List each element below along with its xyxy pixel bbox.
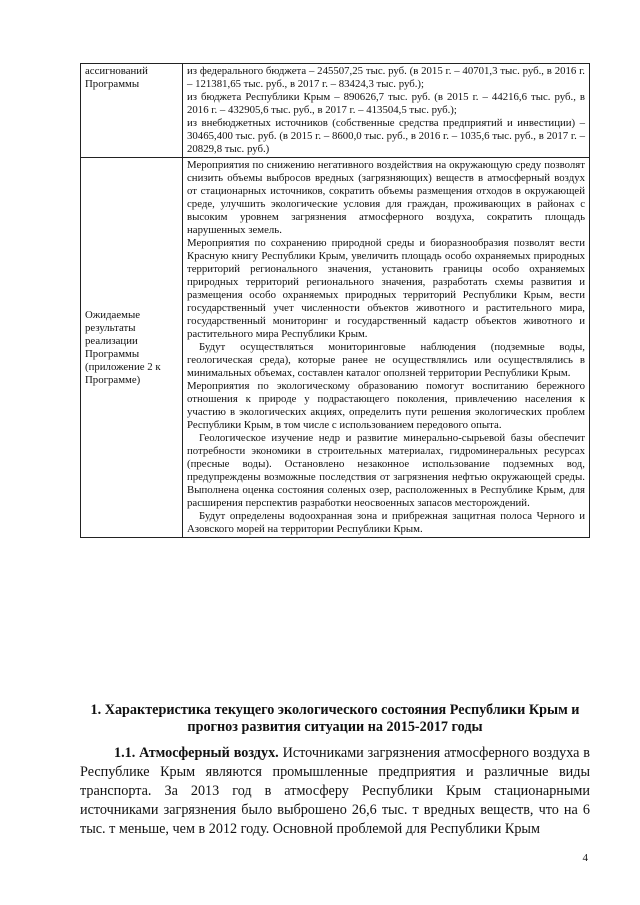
page-number: 4 <box>582 852 588 864</box>
result-paragraph: Мероприятия по снижению негативного воздействия на окружающую среду позволят снизить объемы выбросов вредных (загрязняющих) веществ в атмосферный воздух от стационарных источников, сократить объемы размещения отходов в окружающей среде, улучшить экологические условия для граждан, проживающих в районах с высоким уровнем загрязнения атмосферного воздуха, сократить площадь нарушенных земель. <box>187 159 585 236</box>
row-content <box>183 158 590 538</box>
result-paragraph: Мероприятия по сохранению природной среды и биоразнообразия позволят вести Красную книгу Республики Крым, увеличить площадь особо охраняемых природных территорий регионального значения, установить границы особо охраняемых природных территорий регионального значения, разработать схемы развития и размещения особо охраняемых природных территорий Республики Крым, вести государственный учет численности объектов животного и растительного мира, государственный мониторинг и государственный кадастр объектов животного и растительного мира Республики Крым. <box>187 237 585 340</box>
row-content <box>183 64 590 158</box>
result-paragraph: Будут осуществляться мониторинговые наблюдения (подземные воды, геологическая среда), которые ранее не осуществлялись или осуществлялись в минимальных объемах, составлен каталог оползней территории Республики Крым. <box>187 341 585 379</box>
row-label: ассигнований Программы <box>81 64 183 158</box>
funding-federal: из федерального бюджета – 245507,25 тыс. руб. (в 2015 г. – 40701,3 тыс. руб., в 2016 г. – 121381,65 тыс. руб., в 2017 г. – 83424,3 тыс. руб.); <box>187 65 585 90</box>
subsection-title: 1.1. Атмосферный воздух. <box>114 745 279 761</box>
section-heading: 1. Характеристика текущего экологического состояния Республики Крым и прогноз развития ситуации на 2015-2017 годы <box>90 702 580 735</box>
table-row-expected-results <box>81 158 590 538</box>
table-row-funding <box>81 64 590 158</box>
result-paragraph: Будут определены водоохранная зона и прибрежная защитная полоса Черного и Азовского морей на территории Республики Крым. <box>187 510 585 535</box>
section-body <box>80 744 590 839</box>
result-paragraph: Мероприятия по экологическому образованию помогут воспитанию бережного отношения к природе у подрастающего поколения, привлечению населения к участию в экологических акциях, определить пути решения экологических проблем Республики Крым, в том числе с использованием передового опыта. <box>187 380 585 431</box>
funding-extrabudgetary: из внебюджетных источников (собственные средства предприятий и инвестиции) – 30465,400 тыс. руб. (в 2015 г. – 8600,0 тыс. руб., в 2016 г. – 1035,6 тыс. руб., в 2017 г. – 20829,8 тыс. руб.) <box>187 117 585 155</box>
row-label: Ожидаемые результаты реализации Программы (приложение 2 к Программе) <box>81 158 183 538</box>
subsection-text: Источниками загрязнения атмосферного воздуха в Республике Крым являются промышленные предприятия и различные виды транспорта. За 2013 год в атмосферу Республики Крым стационарными источниками загрязнения было выброшено 26,6 тыс. т вредных веществ, что на 6 тыс. т меньше, чем в 2012 году. Основной проблемой для Республики Крым <box>80 745 590 837</box>
program-passport-table <box>80 63 590 538</box>
result-paragraph: Геологическое изучение недр и развитие минерально-сырьевой базы обеспечит потребности экономики в строительных материалах, гидроминеральных ресурсах (пресные воды). Остановлено незаконное использование подземных вод, предупреждены возможные последствия от загрязнения нефтью окружающей среды. Выполнена оценка состояния соленых озер, расположенных в Республике Крым, для расширения перспектив разработки неосвоенных запасов месторождений. <box>187 432 585 509</box>
funding-regional: из бюджета Республики Крым – 890626,7 тыс. руб. (в 2015 г. – 44216,6 тыс. руб., в 2016 г. – 432905,6 тыс. руб., в 2017 г. – 413504,5 тыс. руб.); <box>187 91 585 116</box>
